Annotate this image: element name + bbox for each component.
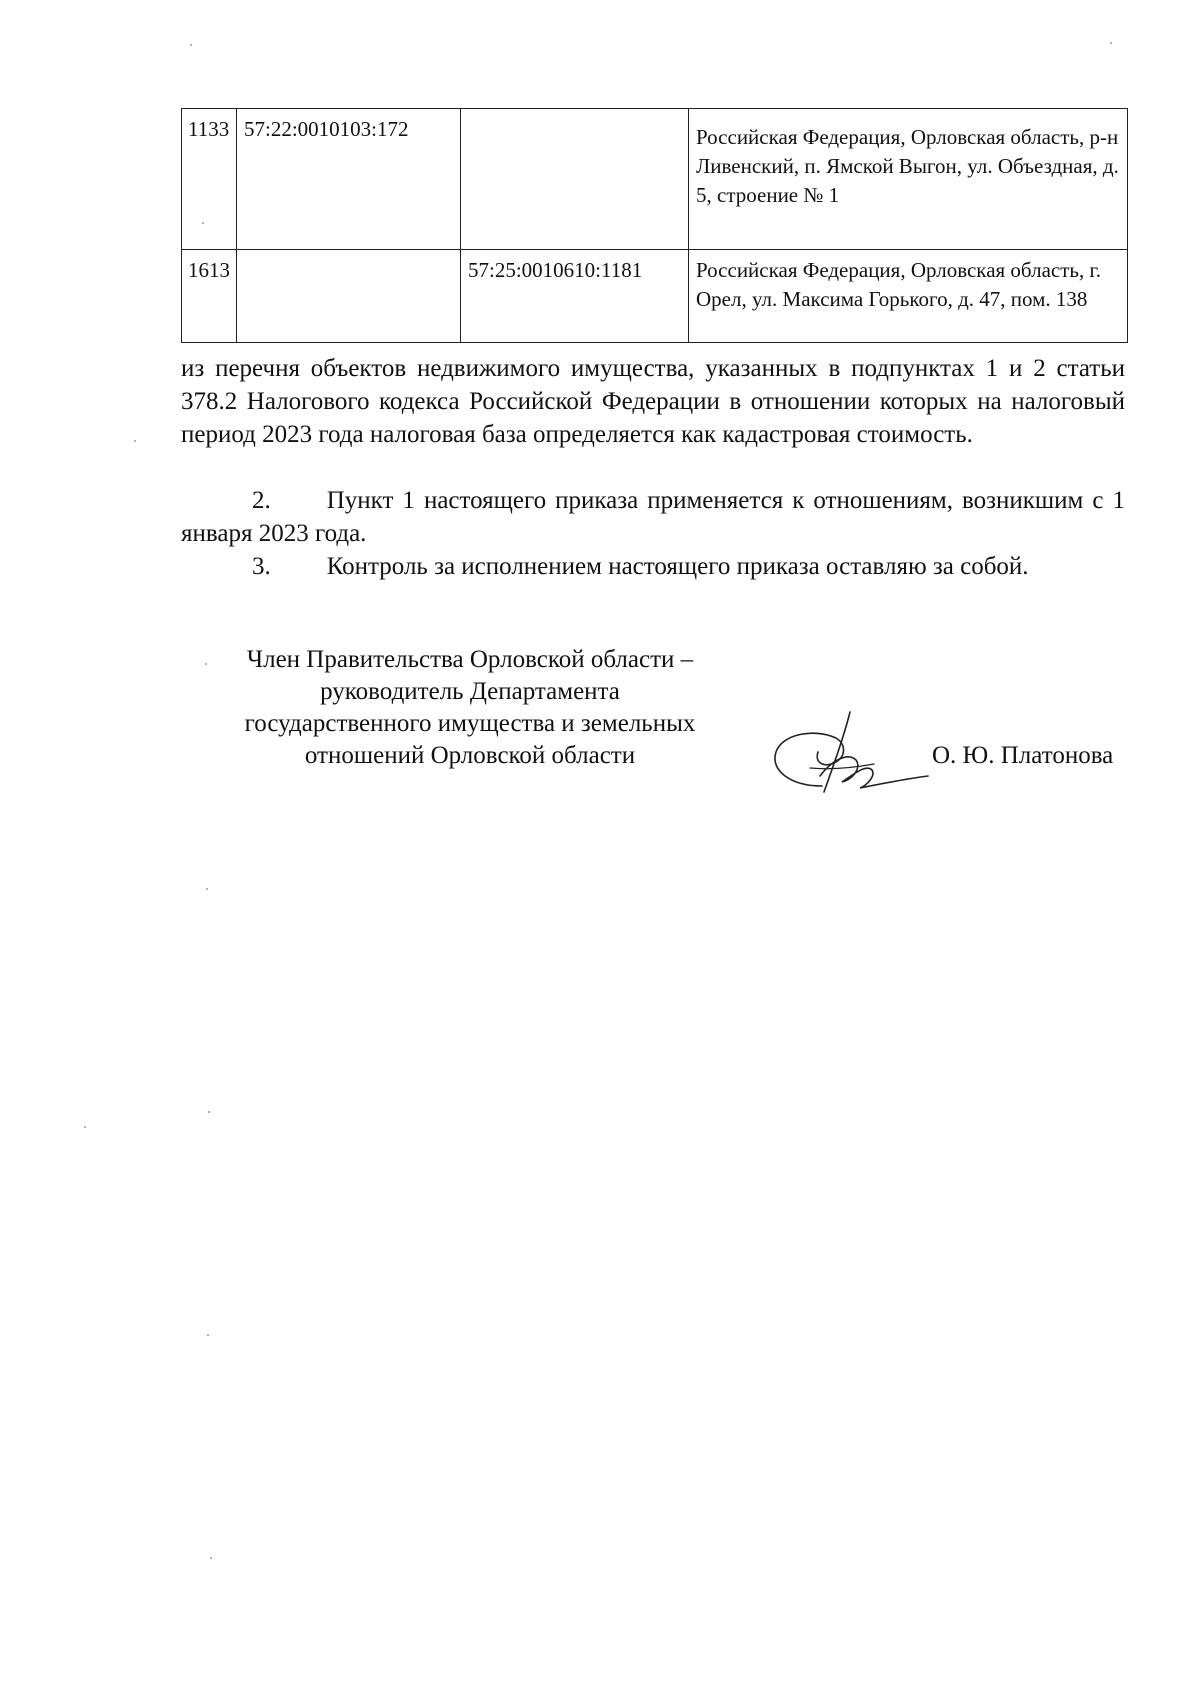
scan-artifact (207, 1334, 209, 1336)
position-line: Член Правительства Орловской области – (246, 646, 694, 673)
table-row (182, 250, 1128, 343)
position-line: руководитель Департамента (320, 678, 620, 705)
scan-artifact (206, 888, 208, 890)
signatory-name: О. Ю. Платонова (932, 742, 1114, 769)
paragraph-2 (181, 484, 1125, 550)
position-line: отношений Орловской области (304, 742, 636, 769)
paragraph-2-text: Пункт 1 настоящего приказа применяется к отношениям, возникшим с 1 января 2023 года. (181, 487, 1125, 547)
paragraph-3 (181, 550, 1125, 583)
scan-artifact (202, 222, 204, 224)
scan-artifact (134, 440, 136, 442)
paragraph-3-text: Контроль за исполнением настоящего приказа оставляю за собой. (326, 553, 1029, 580)
row-number: 1133 (182, 109, 237, 250)
object-address: Российская Федерация, Орловская область, г. Орел, ул. Максима Горького, д. 47, пом. 138 (689, 250, 1128, 343)
paragraph-continuation: из перечня объектов недвижимого имущества, указанных в подпунктах 1 и 2 статьи 378.2 Налогового кодекса Российской Федерации в отношении которых на налоговый период 2023 года налоговая база определяется как кадастровая стоимость. (181, 355, 1125, 448)
property-table (181, 108, 1128, 343)
scan-artifact (1110, 42, 1112, 44)
table-row (182, 109, 1128, 250)
handwritten-signature (762, 708, 932, 808)
scan-artifact (190, 44, 192, 46)
position-line: государственного имущества и земельных (244, 710, 696, 737)
cadastral-number-land (237, 250, 461, 343)
row-number: 1613 (182, 250, 237, 343)
scan-artifact (210, 1557, 212, 1559)
object-address: Российская Федерация, Орловская область, р-н Ливенский, п. Ямской Выгон, ул. Объездная, д. 5, строение № 1 (689, 109, 1128, 250)
cadastral-number-room: 57:25:0010610:1181 (461, 250, 689, 343)
scan-artifact (208, 1111, 210, 1113)
scan-artifact (205, 663, 207, 665)
signatory-position (200, 644, 740, 772)
cadastral-number-room (461, 109, 689, 250)
paragraph-2-number: 2. (252, 487, 271, 514)
scan-artifact (84, 1126, 86, 1128)
cadastral-number-land: 57:22:0010103:172 (237, 109, 461, 250)
paragraph-3-number: 3. (252, 553, 271, 580)
